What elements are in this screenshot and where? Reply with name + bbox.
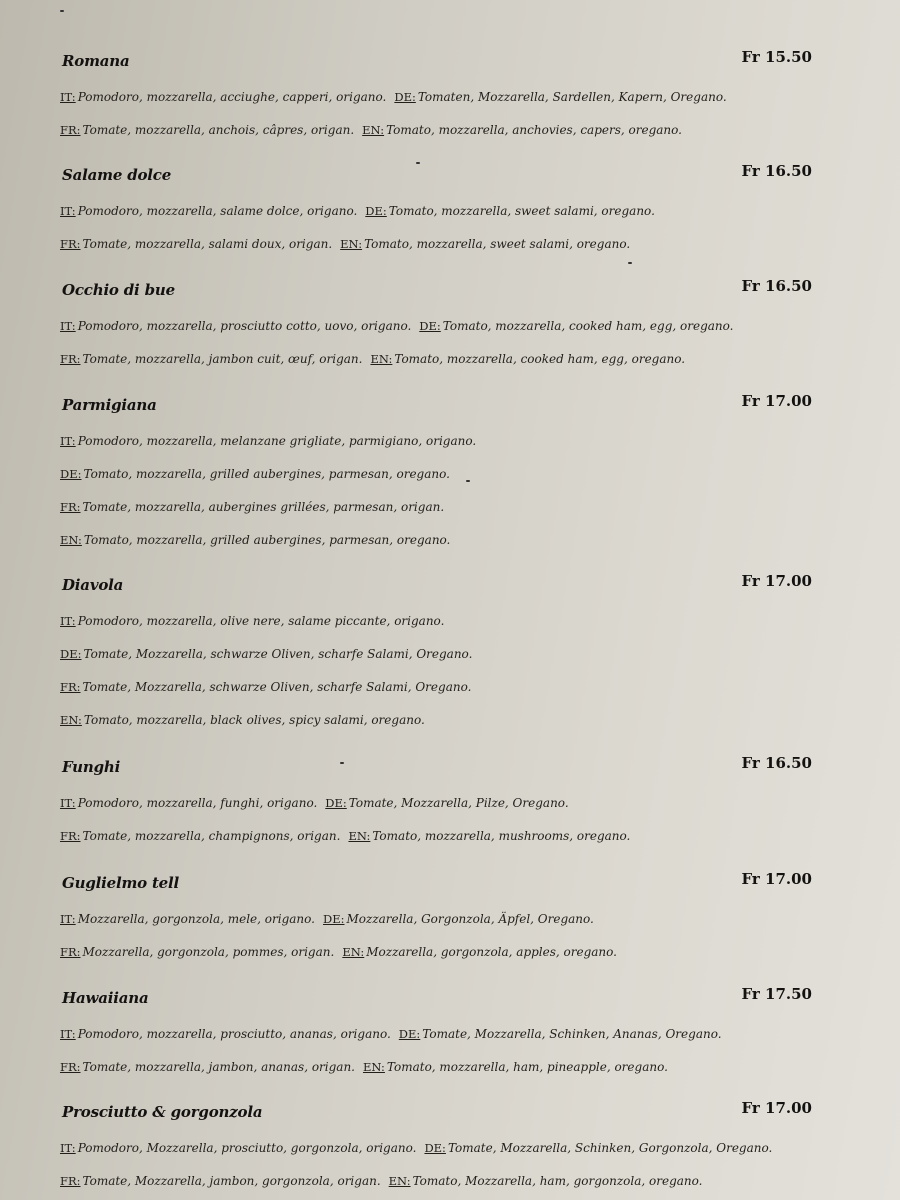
language-label: IT: (60, 1027, 76, 1041)
language-label: IT: (60, 912, 76, 926)
language-label: IT: (60, 1141, 76, 1155)
paper-speck (416, 162, 420, 164)
description-line (60, 467, 450, 481)
language-label: FR: (60, 237, 81, 251)
paper-speck (628, 262, 632, 264)
description-line (60, 237, 630, 251)
language-label: FR: (60, 1174, 81, 1188)
language-label: DE: (322, 912, 345, 926)
language-label: IT: (60, 319, 76, 333)
description-line (60, 90, 727, 104)
description-line (60, 1060, 668, 1074)
language-label: FR: (60, 680, 81, 694)
ingredients-text: Tomate, Mozzarella, schwarze Oliven, scharfe Salami, Oregano. (83, 647, 473, 661)
ingredients-text: Mozzarella, gorgonzola, pommes, origan. (82, 945, 335, 959)
item-price: Fr 17.00 (741, 1099, 812, 1117)
description-line (60, 1174, 702, 1188)
language-label: DE: (365, 204, 387, 218)
language-label: EN: (362, 123, 385, 137)
language-label: EN: (342, 945, 365, 959)
item-price: Fr 16.50 (741, 162, 812, 180)
ingredients-text: Tomate, mozzarella, jambon cuit, œuf, origan. (82, 352, 363, 366)
description-line (60, 319, 733, 333)
paper-speck (60, 10, 64, 12)
ingredients-text: Tomate, Mozzarella, Pilze, Oregano. (348, 796, 569, 810)
description-line (60, 614, 444, 628)
ingredients-text: Tomato, mozzarella, sweet salami, oregano. (388, 204, 655, 218)
ingredients-text: Tomato, mozzarella, ham, pineapple, oregano. (386, 1060, 668, 1074)
ingredients-text: Mozzarella, gorgonzola, mele, origano. (77, 912, 315, 926)
description-line (60, 533, 450, 547)
item-name: Salame dolce (62, 166, 172, 184)
ingredients-text: Tomaten, Mozzarella, Sardellen, Kapern, Oregano. (417, 90, 727, 104)
item-name: Occhio di bue (62, 281, 175, 299)
description-line (60, 1027, 722, 1041)
language-label: EN: (60, 713, 82, 727)
description-line (60, 796, 569, 810)
ingredients-text: Tomato, mozzarella, anchovies, capers, oregano. (386, 123, 682, 137)
ingredients-text: Tomato, mozzarella, sweet salami, oregano. (364, 237, 631, 251)
ingredients-text: Tomato, mozzarella, grilled aubergines, parmesan, oregano. (83, 533, 451, 547)
ingredients-text: Pomodoro, mozzarella, funghi, origano. (77, 796, 318, 810)
language-label: DE: (60, 467, 82, 481)
ingredients-text: Pomodoro, mozzarella, prosciutto, ananas, origano. (77, 1027, 391, 1041)
language-label: FR: (60, 829, 81, 843)
description-line (60, 829, 630, 843)
item-name: Guglielmo tell (62, 874, 180, 892)
ingredients-text: Tomato, mozzarella, black olives, spicy salami, oregano. (83, 713, 425, 727)
paper-speck (466, 480, 470, 482)
item-price: Fr 17.00 (741, 572, 812, 590)
language-label: EN: (370, 352, 393, 366)
paper-speck (340, 762, 344, 764)
ingredients-text: Mozzarella, Gorgonzola, Äpfel, Oregano. (346, 912, 594, 926)
ingredients-text: Pomodoro, Mozzarella, prosciutto, gorgonzola, origano. (77, 1141, 417, 1155)
ingredients-text: Tomate, Mozzarella, Schinken, Gorgonzola, Oregano. (447, 1141, 773, 1155)
language-label: DE: (60, 647, 82, 661)
item-name: Prosciutto & gorgonzola (62, 1103, 263, 1121)
language-label: IT: (60, 434, 76, 448)
ingredients-text: Pomodoro, mozzarella, salame dolce, origano. (77, 204, 358, 218)
language-label: DE: (394, 90, 416, 104)
item-price: Fr 15.50 (741, 48, 812, 66)
description-line (60, 713, 425, 727)
item-name: Romana (62, 52, 130, 70)
item-name: Diavola (62, 576, 124, 594)
ingredients-text: Tomate, mozzarella, jambon, ananas, origan. (82, 1060, 355, 1074)
language-label: FR: (60, 352, 81, 366)
language-label: DE: (424, 1141, 446, 1155)
description-line (60, 647, 472, 661)
item-price: Fr 16.50 (741, 754, 812, 772)
ingredients-text: Tomato, mozzarella, mushrooms, oregano. (372, 829, 631, 843)
language-label: DE: (325, 796, 347, 810)
description-line (60, 500, 444, 514)
description-line (60, 434, 476, 448)
language-label: FR: (60, 500, 81, 514)
ingredients-text: Tomate, mozzarella, salami doux, origan. (82, 237, 333, 251)
item-price: Fr 16.50 (741, 277, 812, 295)
language-label: IT: (60, 614, 76, 628)
ingredients-text: Mozzarella, gorgonzola, apples, oregano. (366, 945, 617, 959)
ingredients-text: Pomodoro, mozzarella, melanzane grigliate, parmigiano, origano. (77, 434, 477, 448)
item-price: Fr 17.50 (741, 985, 812, 1003)
ingredients-text: Tomate, Mozzarella, schwarze Oliven, scharfe Salami, Oregano. (82, 680, 472, 694)
ingredients-text: Tomate, Mozzarella, jambon, gorgonzola, origan. (82, 1174, 381, 1188)
item-name: Funghi (62, 758, 121, 776)
ingredients-text: Tomate, Mozzarella, Schinken, Ananas, Oregano. (422, 1027, 722, 1041)
ingredients-text: Tomato, mozzarella, grilled aubergines, parmesan, oregano. (83, 467, 450, 481)
language-label: FR: (60, 1060, 81, 1074)
language-label: IT: (60, 204, 76, 218)
ingredients-text: Tomate, mozzarella, anchois, câpres, origan. (82, 123, 355, 137)
ingredients-text: Pomodoro, mozzarella, olive nere, salame piccante, origano. (77, 614, 445, 628)
item-name: Parmigiana (62, 396, 157, 414)
item-name: Hawaiiana (62, 989, 149, 1007)
language-label: EN: (363, 1060, 385, 1074)
ingredients-text: Tomato, mozzarella, cooked ham, egg, oregano. (394, 352, 686, 366)
item-price: Fr 17.00 (741, 870, 812, 888)
description-line (60, 204, 655, 218)
item-price: Fr 17.00 (741, 392, 812, 410)
description-line (60, 912, 594, 926)
ingredients-text: Pomodoro, mozzarella, acciughe, capperi, origano. (77, 90, 387, 104)
language-label: EN: (60, 533, 82, 547)
ingredients-text: Tomato, mozzarella, cooked ham, egg, oregano. (442, 319, 734, 333)
language-label: FR: (60, 945, 81, 959)
language-label: EN: (388, 1174, 411, 1188)
language-label: FR: (60, 123, 81, 137)
language-label: IT: (60, 796, 76, 810)
language-label: EN: (340, 237, 363, 251)
description-line (60, 123, 682, 137)
description-line (60, 352, 685, 366)
ingredients-text: Tomato, Mozzarella, ham, gorgonzola, oregano. (412, 1174, 703, 1188)
ingredients-text: Tomate, mozzarella, champignons, origan. (82, 829, 341, 843)
description-line (60, 945, 617, 959)
language-label: DE: (398, 1027, 421, 1041)
language-label: EN: (348, 829, 371, 843)
description-line (60, 680, 471, 694)
language-label: DE: (419, 319, 441, 333)
description-line (60, 1141, 772, 1155)
language-label: IT: (60, 90, 76, 104)
ingredients-text: Tomate, mozzarella, aubergines grillées, parmesan, origan. (82, 500, 445, 514)
ingredients-text: Pomodoro, mozzarella, prosciutto cotto, uovo, origano. (77, 319, 412, 333)
